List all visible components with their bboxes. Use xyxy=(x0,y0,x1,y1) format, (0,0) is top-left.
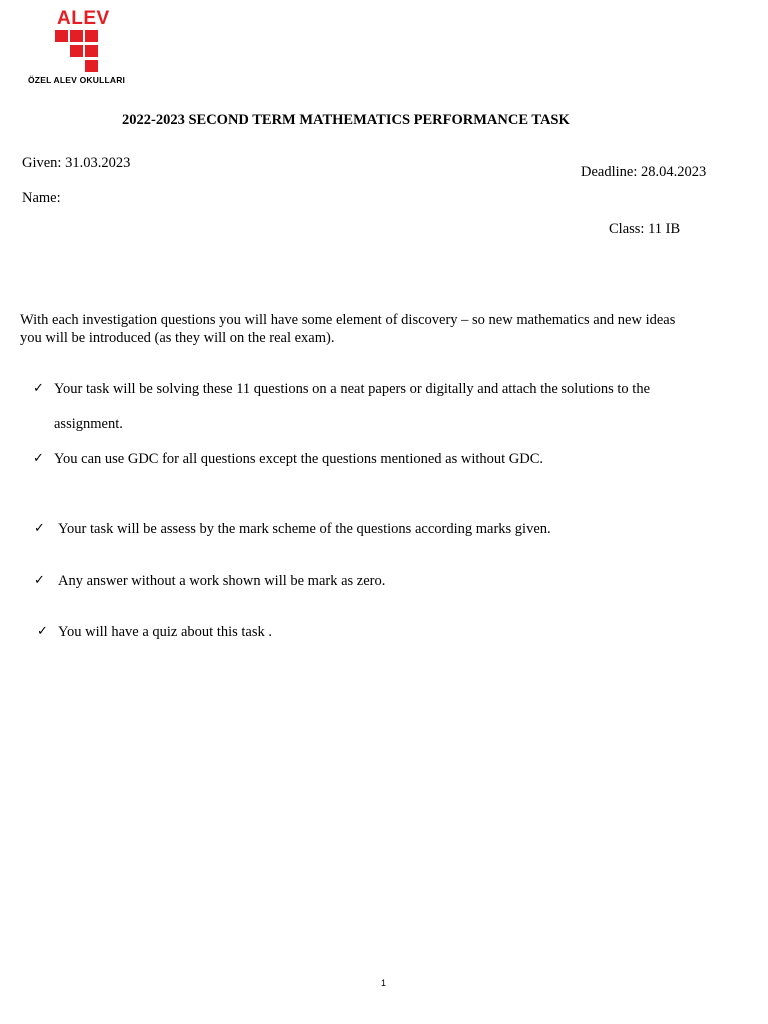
check-mark-icon: ✓ xyxy=(34,521,45,536)
check-mark-icon: ✓ xyxy=(34,573,45,588)
check-mark-icon: ✓ xyxy=(33,451,44,466)
page-title: 2022-2023 SECOND TERM MATHEMATICS PERFORMANCE TASK xyxy=(122,112,570,128)
check-mark-icon: ✓ xyxy=(33,381,44,396)
check-mark-icon: ✓ xyxy=(37,624,48,639)
list-item: Your task will be assess by the mark scheme of the questions according marks given. xyxy=(58,521,551,537)
intro-line: With each investigation questions you will have some element of discovery – so new mathematics and new ideas xyxy=(20,312,676,328)
list-item: You will have a quiz about this task . xyxy=(58,624,272,640)
intro-paragraph xyxy=(20,311,740,347)
class-label: Class: 11 IB xyxy=(609,221,681,237)
logo-icon xyxy=(55,30,101,72)
given-date: Given: 31.03.2023 xyxy=(22,155,131,171)
deadline-date: Deadline: 28.04.2023 xyxy=(581,164,707,180)
name-label: Name: xyxy=(22,190,61,206)
intro-line: you will be introduced (as they will on the real exam). xyxy=(20,330,335,346)
school-name: ÖZEL ALEV OKULLARI xyxy=(28,75,126,85)
page-number: 1 xyxy=(381,978,387,988)
list-item: Any answer without a work shown will be mark as zero. xyxy=(58,573,386,589)
list-item: Your task will be solving these 11 questions on a neat papers or digitally and attach the solutions to the xyxy=(54,381,651,397)
list-item: You can use GDC for all questions except the questions mentioned as without GDC. xyxy=(54,451,544,467)
logo-text: ALEV xyxy=(57,8,110,29)
list-item-continuation: assignment. xyxy=(54,416,123,432)
